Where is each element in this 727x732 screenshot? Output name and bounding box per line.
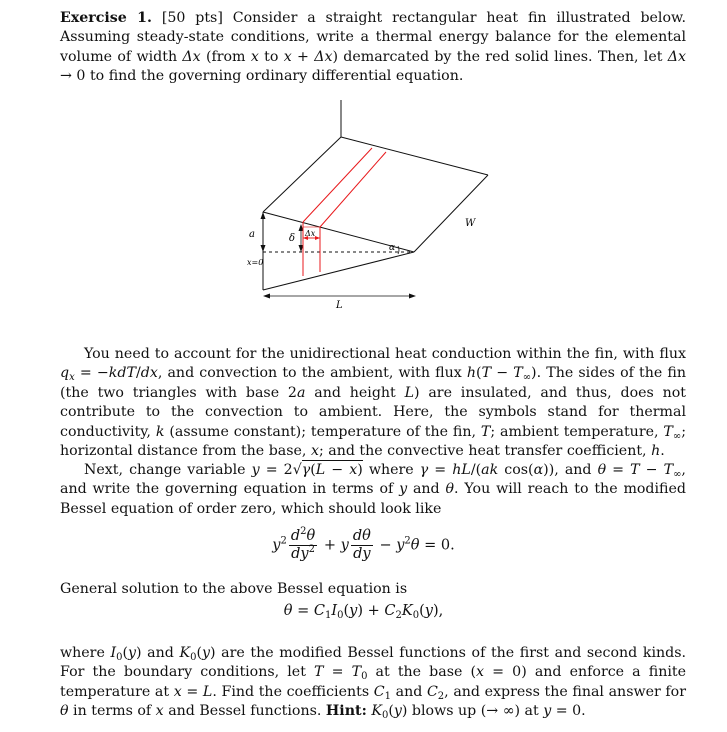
element-line-right-top [320,152,386,227]
general-solution-equation: $\theta = C_1I_0(y) + C_2K_0(y)$, [283,603,444,621]
exercise-points: [50 pts] [161,10,223,26]
label-L: L [336,300,343,311]
alpha-arc [398,246,399,254]
paragraph-text: ) and enforce a finite temperature at [60,664,686,700]
paragraph-text: in terms of [68,703,156,720]
exercise-text: to [258,48,284,65]
label-delta: δ [289,233,296,244]
element-lines [303,148,386,276]
paragraph-text: and height [305,384,405,401]
paragraph-text: blows up (→ ∞) at [407,703,544,720]
exercise-text: ) demarcated by the red solid lines. Then, let [332,48,668,65]
paragraph-text: and [141,645,180,661]
bessel-equation: $y^2$ $\frac{d^2\theta}{dy^2}$ + y $\frac{d\theta}{dy}$ − $y^2\theta = 0$. [272,526,455,562]
paragraph-text: are the modified Bessel functions of the first and second kinds. For the boundary conditions, let [60,645,687,681]
paragraph-text: . The sides of the fin (the two triangles with base 2 [60,365,686,401]
exercise-title: Exercise 1. [60,10,152,26]
paragraph-text: , and write the governing equation in terms of [60,462,686,498]
paragraph-text: where [362,462,420,478]
paragraph-text: , and express the final answer for [444,683,687,700]
paragraph-text: ; ambient temperature, [490,423,664,440]
fin-right-edge [414,175,488,252]
general-solution-text: General solution to the above Bessel equation is [60,581,408,597]
label-x0: x=0 [247,258,264,267]
fin-top-right-edge [341,137,488,175]
paragraph-text: Next, change variable [84,462,252,478]
change-variable-paragraph: Next, change variable y = 2√γ(L − x) where γ = hL/(ak cos(α)), and $\theta = T - T_\infty$, and write the governing equation in terms of y and θ. You will reach to the modified Bessel equation of order zero, which should look like [60,462,686,517]
heat-fin-figure [0,0,727,340]
exercise-text: Consider a straight rectangular heat fin illustrated below. Assuming steady-state conditions, write a thermal energy balance for the elemental volume of width [60,10,686,65]
label-alpha: α [389,243,396,253]
element-line-left-top [303,148,372,222]
paragraph-text: and [407,481,446,498]
paragraph-text: ) are insulated, and thus, does not contribute to the convection to ambient. Here, the symbols stand for thermal conductivity, [60,384,686,440]
paragraph-text: . Find the coefficients [212,683,374,700]
hint-label: Hint: [325,703,367,720]
paragraph-text: and Bessel functions. [163,703,326,720]
exercise-statement: Exercise 1. [50 pts] Consider a straight rectangular heat fin illustrated below. Assuming steady-state conditions, write a thermal energy balance for the elemental volume of width Δx (from x to x + Δx) demarcated by the red solid lines. Then, let Δx → 0 to find the governing ordinary differential equation. [60,10,686,85]
paragraph-text: You need to account for the unidirectional heat conduction within the fin, with flux [84,346,686,362]
paragraph-text: (assume constant); temperature of the fin, [164,423,481,440]
paragraph-text: and [390,683,427,700]
boundary-conditions-paragraph: where $I_0(y)$ and $K_0(y)$ are the modified Bessel functions of the first and second kinds. For the boundary conditions, let $T = T_0$ at the base (x = 0) and enforce a finite temperature at x = L. Find the coefficients $C_1$ and $C_2$, and express the final answer for θ in terms of x and Bessel functions. Hint: $K_0(y)$ blows up (→ ∞) at y = 0. [60,645,687,722]
conduction-paragraph: You need to account for the unidirectional heat conduction within the fin, with flux $q_x = -kdT/dx$, and convection to the ambient, with flux $h(T - T_\infty)$. The sides of the fin (the two triangles with base 2a and height L) are insulated, and thus, does not contribute to the convection to ambient. Here, the symbols stand for thermal conductivity, k (assume constant); temperature of the fin, T; ambient temperature, $T_\infty$; horizontal distance from the base, x; and the convective heat transfer coefficient, h. [60,346,686,460]
paragraph-text: ; horizontal distance from the base, [60,423,686,460]
exercise-text: to find the governing ordinary differential equation. [85,68,464,85]
label-a: a [249,229,255,240]
paragraph-text: at the base ( [367,664,477,681]
exercise-text: (from [200,48,251,65]
paragraph-text: . [660,443,665,460]
fin-bottom-edge [263,252,414,290]
paragraph-text: where [60,645,111,661]
label-dx: Δx [305,229,316,238]
label-W: W [465,218,476,229]
paragraph-text: ; and the convective heat transfer coefficient, [318,443,652,460]
paragraph-text: , and [554,462,598,478]
paragraph-text: , and convection to the ambient, with flux [157,365,467,382]
fin-upper-edge [263,137,341,212]
paragraph-text: . You will reach to the modified Bessel equation of order zero, which should look like [60,481,686,517]
